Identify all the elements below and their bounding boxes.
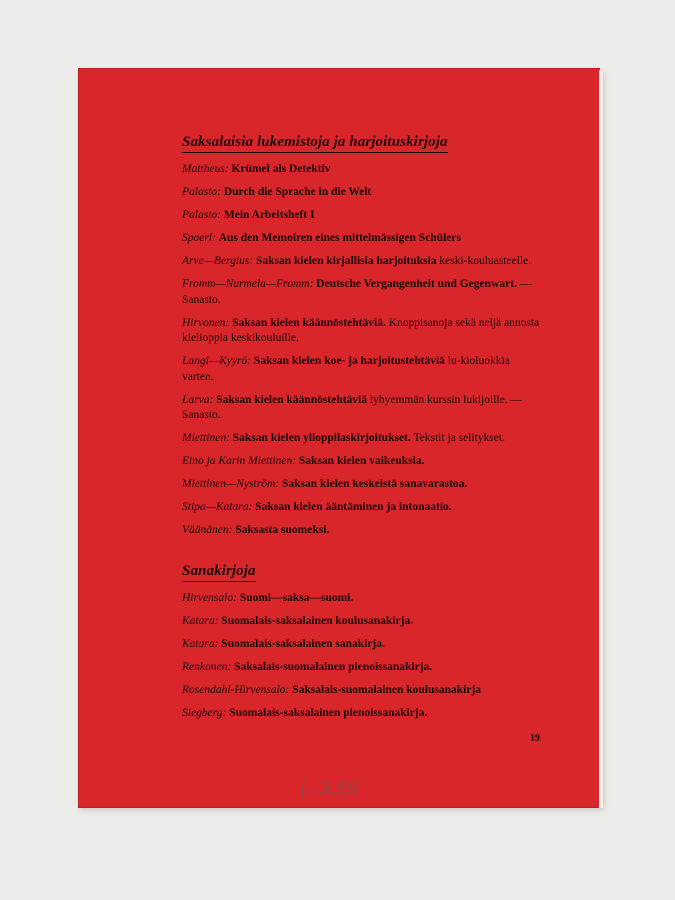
- list-item: [182, 431, 542, 447]
- entry-author: Renkonen:: [182, 661, 232, 673]
- section-heading-dictionaries: Sanakirjoja: [182, 563, 256, 582]
- entry-note: — Sanasto.: [182, 278, 532, 306]
- list-item: [182, 231, 542, 247]
- entry-title: Saksan kielen ääntäminen ja intonaatio.: [255, 501, 452, 513]
- list-item: [182, 500, 542, 516]
- list-item: [182, 637, 542, 653]
- entry-author: Mattheus:: [182, 163, 229, 175]
- entry-author: Langi—Kyyrö:: [182, 355, 251, 367]
- list-item: [182, 591, 542, 607]
- entry-author: Arve—Bergius:: [182, 255, 254, 267]
- entry-title: Saksan kielen vaikeuksia.: [298, 455, 425, 467]
- entry-author: Miettinen—Nyström:: [182, 478, 280, 490]
- list-item: [182, 277, 542, 308]
- entry-title: Mein Arbeitsheft I: [223, 209, 315, 221]
- page-number: 19: [530, 733, 540, 744]
- entry-title: Saksan kielen koe- ja harjoitustehtäviä: [253, 355, 445, 367]
- list-item: [182, 683, 542, 699]
- entry-title: Saksan kielen käännöstehtäviä: [216, 393, 368, 406]
- list-item: [182, 208, 542, 224]
- entry-author: Katara:: [182, 615, 219, 627]
- list-item: [182, 614, 542, 630]
- entry-author: Stipa—Katara:: [182, 501, 253, 513]
- entry-title: Suomalais-saksalainen pienoissanakirja.: [229, 707, 428, 719]
- entry-title: Saksasta suomeksi.: [235, 524, 330, 536]
- list-item: [182, 454, 542, 470]
- entry-note: Tekstit ja selitykset.: [413, 432, 505, 444]
- pencil-price-text: 3,60: [320, 779, 358, 799]
- entry-author: Väänänen:: [182, 524, 233, 536]
- entry-title: Durch die Sprache in die Welt: [223, 186, 372, 198]
- entry-note: Knoppisanoja sekä neljä annosta kielioppia keskikouluille.: [182, 316, 540, 344]
- entry-author: Rosendahl-Hirvensalo:: [182, 684, 290, 696]
- pencil-price-mark: [300, 772, 380, 804]
- dictionaries-list: [182, 591, 542, 722]
- list-item: [182, 393, 542, 424]
- entry-author: Hirvensalo:: [182, 592, 237, 604]
- readers-list: [182, 162, 542, 539]
- entry-title: Saksan kielen keskeistä sanavarastoa.: [281, 478, 468, 490]
- entry-title: Saksan kielen ylioppilaskirjoitukset.: [232, 432, 411, 444]
- entry-author: Fromm—Nurmela—Fromm:: [182, 278, 314, 290]
- entry-title: Saksalais-suomalainen pienoissanakirja.: [234, 661, 433, 673]
- entry-title: Krümel als Detektiv: [231, 163, 331, 175]
- entry-title: Saksan kielen kirjallisia harjoituksia: [256, 255, 437, 267]
- entry-note: keski-kouluasteelle.: [439, 255, 532, 267]
- entry-title: Deutsche Vergangenheit und Gegenwart.: [316, 278, 517, 290]
- entry-title: Suomalais-saksalainen koulusanakirja.: [221, 615, 414, 627]
- entry-title: Suomalais-saksalainen sanakirja.: [221, 638, 385, 650]
- entry-author: Hirvonen:: [182, 316, 230, 329]
- entry-title: Saksan kielen käännöstehtäviä.: [232, 316, 386, 329]
- list-item: [182, 477, 542, 493]
- entry-author: Palasto:: [182, 209, 221, 221]
- entry-author: Palasto:: [182, 186, 221, 198]
- entry-title: Suomi—saksa—suomi.: [239, 592, 354, 604]
- entry-author: Siegberg:: [182, 707, 227, 719]
- list-item: [182, 354, 542, 385]
- list-item: [182, 254, 542, 270]
- section-heading-readers: Saksalaisia lukemistoja ja harjoituskirjoja: [182, 134, 448, 153]
- list-item: [182, 185, 542, 201]
- entry-author: Eino ja Karin Miettinen:: [182, 455, 297, 467]
- entry-title: Aus den Memoiren eines mittelmässigen Schülers: [218, 232, 461, 244]
- entry-note: lu-kioluokkia varten.: [182, 355, 510, 383]
- entry-note: lyhyemmän kurssin lukijoille. — Sanasto.: [182, 393, 522, 421]
- entry-author: Miettinen:: [182, 432, 230, 444]
- list-item: [182, 660, 542, 676]
- list-item: [182, 706, 542, 722]
- page-edges: [599, 70, 603, 808]
- entry-author: Katara:: [182, 638, 219, 650]
- entry-author: Spoerl:: [182, 232, 216, 244]
- book-list: [182, 133, 542, 729]
- list-item: [182, 523, 542, 539]
- entry-title: Saksalais-suomalainen koulusanakirja: [292, 684, 482, 696]
- entry-author: Larva:: [182, 393, 214, 406]
- list-item: [182, 316, 542, 347]
- list-item: [182, 162, 542, 178]
